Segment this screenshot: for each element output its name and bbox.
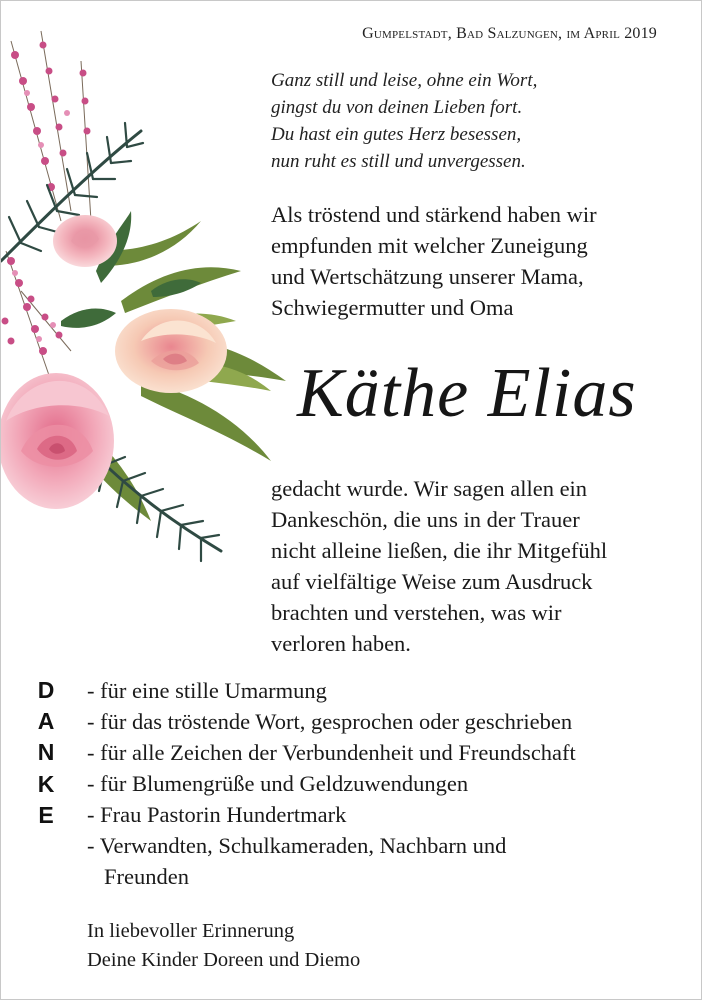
body-line: gedacht wurde. Wir sagen allen ein	[271, 476, 588, 501]
poem	[271, 67, 691, 175]
body-line: auf vielfältige Weise zum Ausdruck	[271, 569, 593, 594]
thanks-item-continuation: Freunden	[104, 864, 189, 889]
danke-vertical	[31, 675, 61, 831]
body-line: nicht alleine ließen, die ihr Mitgefühl	[271, 538, 608, 563]
danke-letter: A	[37, 708, 55, 735]
intro-paragraph	[271, 199, 691, 323]
danke-letter: K	[37, 770, 55, 797]
intro-line: und Wertschätzung unserer Mama,	[271, 264, 584, 289]
closing-line: In liebevoller Erinnerung	[87, 920, 295, 942]
poem-line: nun ruht es still und unvergessen.	[271, 151, 526, 172]
thanks-item: - Verwandten, Schulkameraden, Nachbarn und	[87, 833, 507, 858]
poem-line: Ganz still und leise, ohne ein Wort,	[271, 70, 538, 91]
poem-line: Du hast ein gutes Herz besessen,	[271, 124, 522, 145]
place-and-date: Gumpelstadt, Bad Salzungen, im April 2019	[362, 25, 657, 42]
thanks-item: - für Blumengrüße und Geldzuwendungen	[87, 771, 469, 796]
thanks-list	[87, 675, 687, 892]
thanks-item: - für eine stille Umarmung	[87, 678, 327, 703]
heather-sprigs	[6, 31, 91, 381]
danke-letter: D	[37, 677, 55, 703]
body-line: verloren haben.	[271, 631, 411, 656]
closing-signature	[87, 917, 587, 975]
closing-line: Deine Kinder Doreen und Diemo	[87, 949, 361, 971]
body-paragraph	[271, 473, 691, 659]
rose-small-upper	[53, 215, 117, 267]
poem-line: gingst du von deinen Lieben fort.	[271, 97, 523, 118]
thanks-item: - für alle Zeichen der Verbundenheit und Freundschaft	[87, 740, 576, 765]
rose-large-pink	[1, 373, 114, 509]
danke-letter: E	[38, 801, 54, 828]
intro-line: Als tröstend und stärkend haben wir	[271, 202, 597, 227]
deceased-name: Käthe Elias	[297, 355, 637, 432]
rose-peach	[115, 309, 227, 393]
danke-letter: N	[37, 739, 55, 766]
thanks-item: - für das tröstende Wort, gesprochen oder geschrieben	[87, 709, 573, 734]
flower-arrangement-image	[1, 21, 301, 601]
body-line: brachten und verstehen, was wir	[271, 600, 562, 625]
thanks-item: - Frau Pastorin Hundertmark	[87, 802, 347, 827]
body-line: Dankeschön, die uns in der Trauer	[271, 507, 580, 532]
intro-line: empfunden mit welcher Zuneigung	[271, 233, 588, 258]
intro-line: Schwiegermutter und Oma	[271, 295, 514, 320]
